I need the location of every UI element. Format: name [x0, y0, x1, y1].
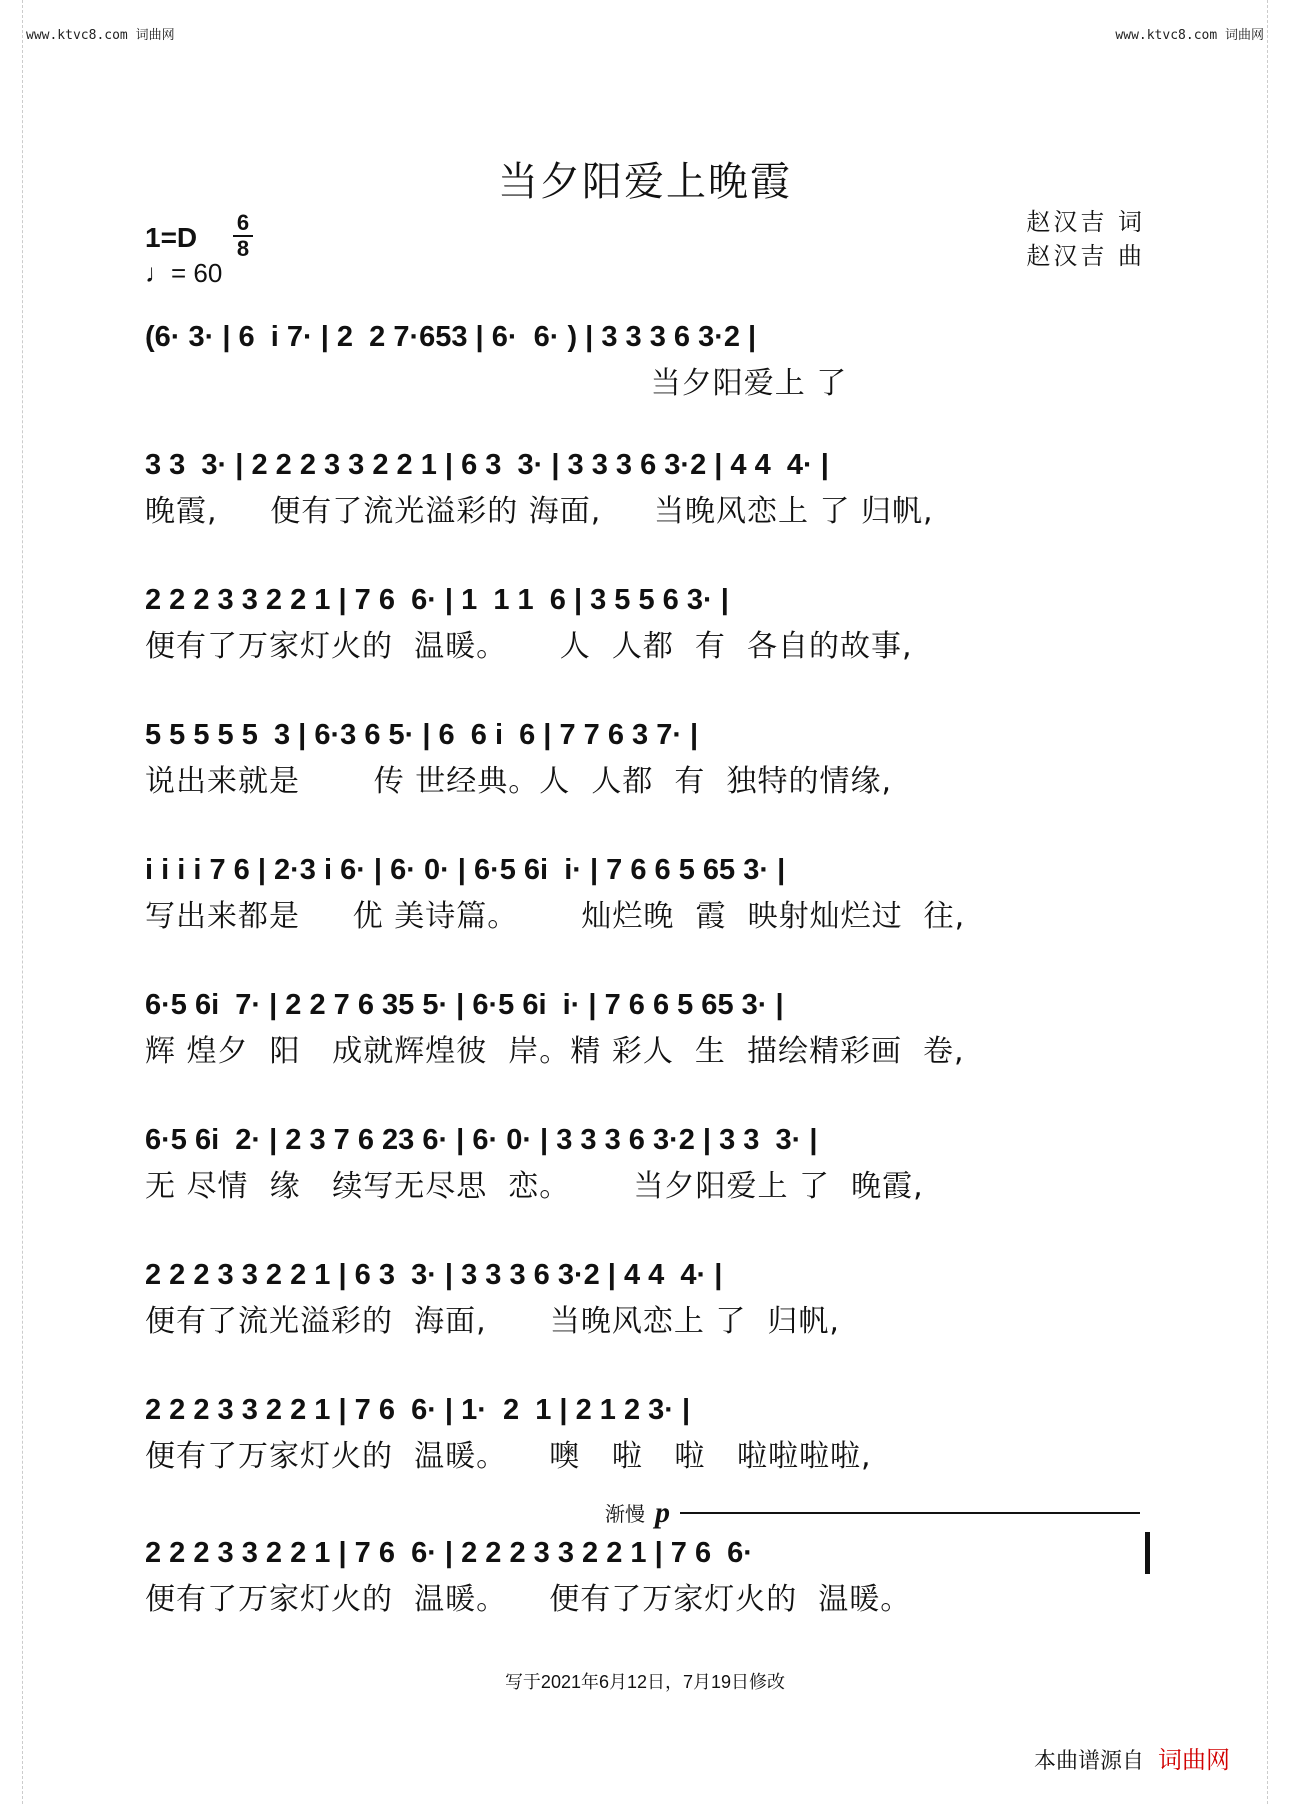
score-line-6 [145, 980, 1145, 1074]
lyric-line: 晚霞, 便有了流光溢彩的 海面, 当晚风恋上 了 归帆, [145, 494, 934, 529]
time-top: 6 [236, 210, 250, 235]
score-line-8 [145, 1250, 1145, 1344]
score-line-5 [145, 845, 1145, 939]
notation: i i i i 7 6 | 2·3 i 6· | 6· 0· | 6·5 6i i· | 7 6 6 5 65 3· | [145, 854, 786, 886]
time-bottom: 8 [236, 236, 250, 261]
lyricist: 赵汉吉 词 [1026, 208, 1145, 236]
source-label: 本曲谱源自 [1033, 1748, 1144, 1773]
footnote: 写于2021年6月12日，7月19日修改 [504, 1672, 786, 1692]
notation: 2 2 2 3 3 2 2 1 | 6 3 3· | 3 3 3 6 3·2 | 4 4 4· | [145, 1259, 723, 1291]
site-tag-right[interactable]: www.ktvc8.com 词曲网 [1115, 28, 1264, 43]
notation: 2 2 2 3 3 2 2 1 | 7 6 6· | 1· 2 1 | 2 1 2 3· | [145, 1394, 691, 1426]
piano-dynamic: p [655, 1496, 670, 1529]
notation: (6· 3· | 6 i 7· | 2 2 7·653 | 6· 6· ) | 3 3 3 6 3·2 | [145, 321, 757, 353]
tempo-marking: ♩= 60 [145, 258, 223, 288]
source-brand-link[interactable]: 词曲网 [1158, 1747, 1230, 1774]
notation: 2 2 2 3 3 2 2 1 | 7 6 6· | 2 2 2 3 3 2 2 1 | 7 6 6· [145, 1537, 753, 1569]
source-credit [1034, 1740, 1230, 1775]
score-line-9 [145, 1385, 1145, 1479]
lyric-line: 便有了万家灯火的 温暖。 噢 啦 啦 啦啦啦啦, [145, 1439, 872, 1474]
right-margin-strip [1267, 0, 1290, 1804]
lyric-line: 写出来都是 优 美诗篇。 灿烂晚 霞 映射灿烂过 往, [145, 899, 966, 934]
lyric-line: 当夕阳爱上 了 [145, 366, 848, 401]
notation: 6·5 6i 2· | 2 3 7 6 23 6· | 6· 0· | 3 3 3 6 3·2 | 3 3 3· | [145, 1124, 818, 1156]
time-signature [233, 212, 253, 260]
site-tag-left[interactable]: www.ktvc8.com 词曲网 [26, 28, 175, 43]
dynamic-line [680, 1512, 1140, 1514]
final-barline [1145, 1532, 1150, 1574]
lyric-line: 便有了万家灯火的 温暖。 便有了万家灯火的 温暖。 [145, 1582, 912, 1617]
notation: 5 5 5 5 5 3 | 6·3 6 5· | 6 6 i 6 | 7 7 6 3 7· | [145, 719, 699, 751]
score-line-7 [145, 1115, 1145, 1209]
score-line-1 [145, 312, 1145, 406]
lyric-line: 说出来就是 传 世经典。人 人都 有 独特的情缘, [145, 764, 893, 799]
score-line-10 [145, 1528, 1145, 1622]
composer: 赵汉吉 曲 [1026, 242, 1145, 270]
score-line-2 [145, 440, 1145, 534]
lyric-line: 便有了流光溢彩的 海面, 当晚风恋上 了 归帆, [145, 1304, 840, 1339]
notation: 6·5 6i 7· | 2 2 7 6 35 5· | 6·5 6i i· | 7 6 6 5 65 3· | [145, 989, 784, 1021]
key-signature: 1=D [145, 222, 198, 253]
ritardando-mark: 渐慢 [605, 1504, 645, 1526]
score-line-4 [145, 710, 1145, 804]
score-line-3 [145, 575, 1145, 669]
left-margin-strip [0, 0, 23, 1804]
lyric-line: 便有了万家灯火的 温暖。 人 人都 有 各自的故事, [145, 629, 913, 664]
lyric-line: 无 尽情 缘 续写无尽思 恋。 当夕阳爱上 了 晚霞, [145, 1169, 924, 1204]
notation: 3 3 3· | 2 2 2 3 3 2 2 1 | 6 3 3· | 3 3 3 6 3·2 | 4 4 4· | [145, 449, 829, 481]
notation: 2 2 2 3 3 2 2 1 | 7 6 6· | 1 1 1 6 | 3 5 5 6 3· | [145, 584, 729, 616]
credits [1026, 205, 1145, 273]
lyric-line: 辉 煌夕 阳 成就辉煌彼 岸。精 彩人 生 描绘精彩画 卷, [145, 1034, 965, 1069]
song-title: 当夕阳爱上晚霞 [498, 159, 792, 205]
